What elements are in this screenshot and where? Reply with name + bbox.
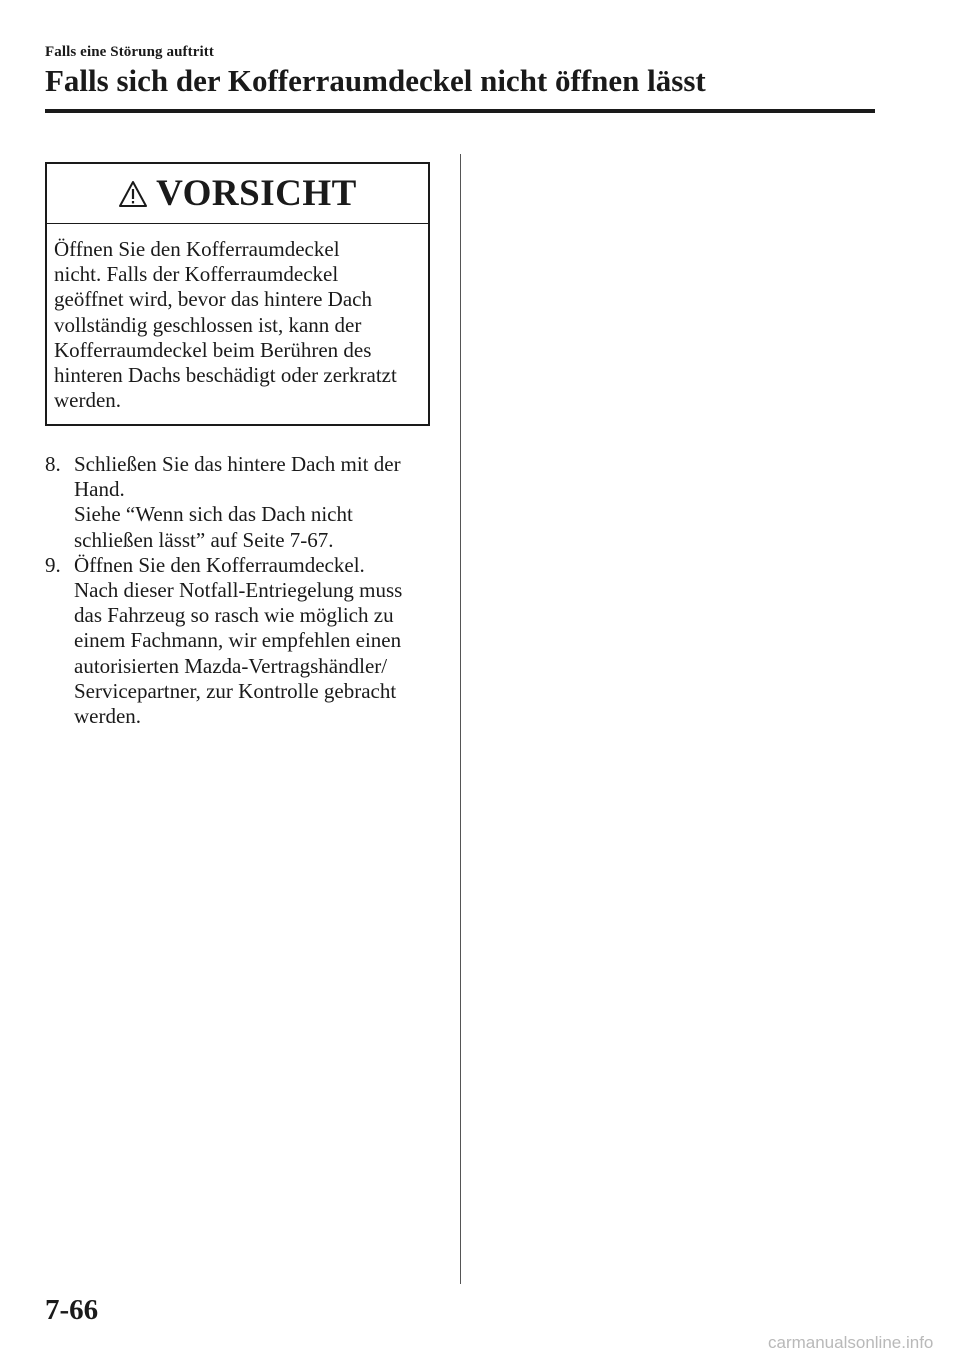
steps-list <box>45 452 445 729</box>
column-divider <box>460 154 461 1284</box>
warning-text: Öffnen Sie den Kofferraumdeckel nicht. Falls der Kofferraumdeckel geöffnet wird, bevor das hintere Dach vollständig geschlossen ist, kann der Kofferraumdeckel beim Berühren des hinteren Dachs beschädigt oder zerkratzt werden. <box>54 237 397 413</box>
step-item <box>45 553 445 729</box>
warning-triangle-icon <box>118 180 148 208</box>
warning-box <box>45 162 430 426</box>
watermark: carmanualsonline.info <box>768 1333 934 1352</box>
step-number: 8. <box>45 452 61 476</box>
warning-header <box>47 164 428 224</box>
page-title: Falls sich der Kofferraumdeckel nicht öffnen lässt <box>45 63 706 98</box>
title-rule <box>45 109 875 113</box>
section-label: Falls eine Störung auftritt <box>45 44 214 60</box>
step-number: 9. <box>45 552 61 577</box>
page-number: 7-66 <box>45 1294 99 1326</box>
step-text: Öffnen Sie den Kofferraumdeckel. Nach dieser Notfall-Entriegelung muss das Fahrzeug so rasch wie möglich zu einem Fachmann, wir empfehlen einen autorisierten Mazda-Vertragshändler/ Servicepartner, zur Kontrolle gebracht werden. <box>74 552 403 729</box>
step-text: Schließen Sie das hintere Dach mit der Hand. Siehe “Wenn sich das Dach nicht schließen lässt” auf Seite 7-67. <box>74 452 401 552</box>
warning-title: VORSICHT <box>156 173 357 214</box>
step-item <box>45 452 445 553</box>
